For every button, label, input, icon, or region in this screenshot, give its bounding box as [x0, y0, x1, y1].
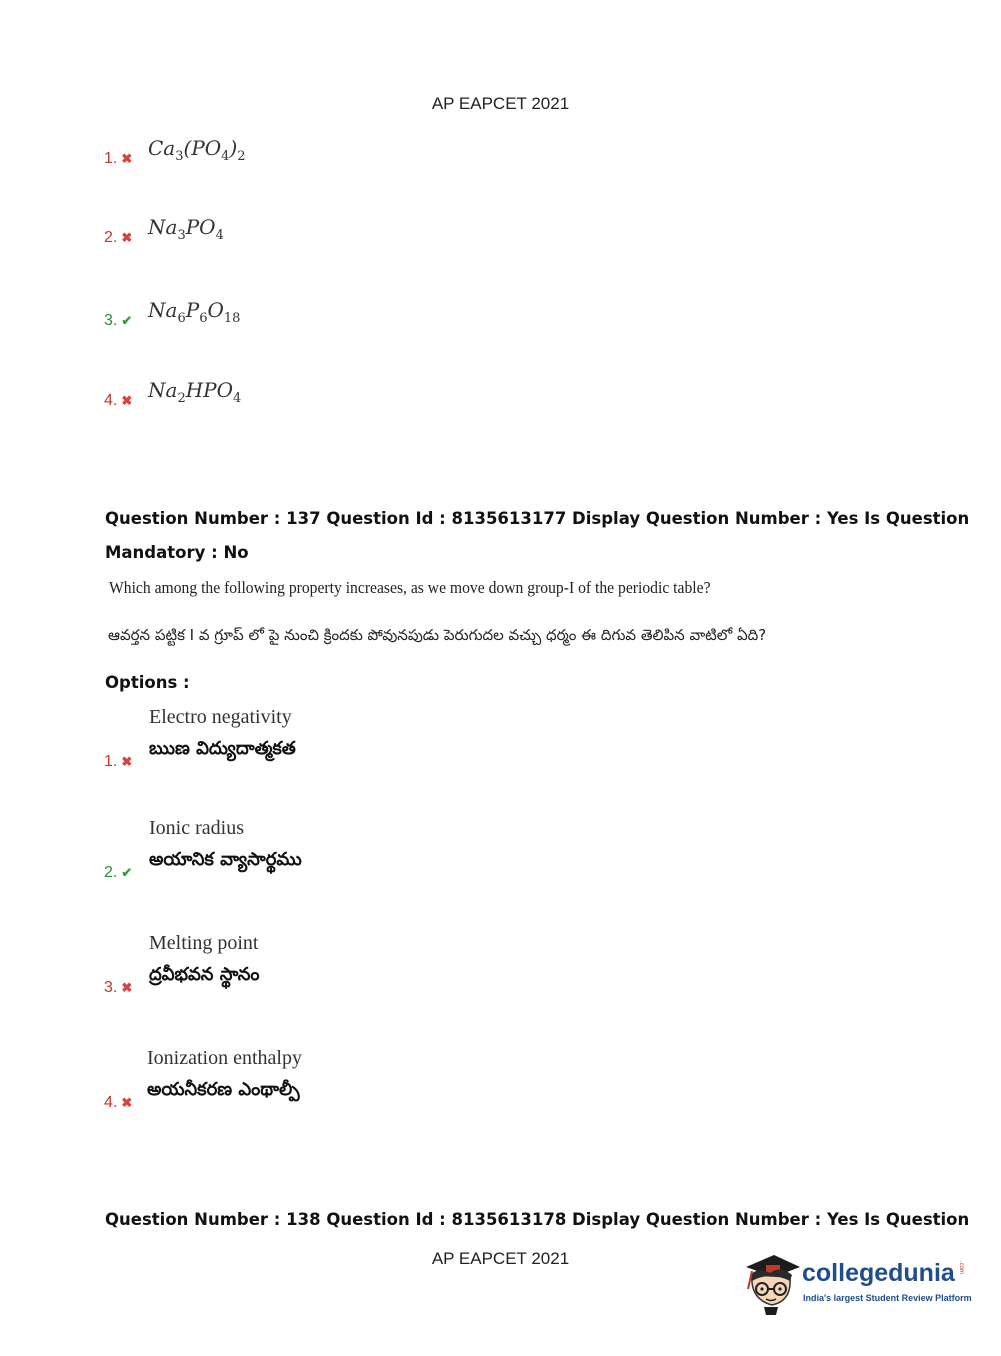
q137-option-2: [104, 817, 504, 887]
check-mark-icon: ✔: [121, 865, 133, 880]
mascot-icon: [740, 1249, 802, 1315]
option-english: Ionization enthalpy: [147, 1047, 302, 1069]
page-header: AP EAPCET 2021: [431, 94, 570, 113]
check-mark-icon: ✔: [121, 313, 133, 328]
logo-tagline: India's largest Student Review Platform: [803, 1293, 972, 1303]
q137-option-1: [104, 706, 504, 776]
option-number: 4.: [104, 392, 118, 409]
option-english: Melting point: [149, 932, 259, 954]
options-label: Options :: [105, 673, 190, 692]
wrong-mark-icon: ✖: [121, 754, 133, 769]
q137-option-3: [104, 932, 504, 1002]
option-telugu: ఋణ విద్యుదాత్మకత: [149, 738, 296, 759]
option-number: 1.: [104, 753, 118, 770]
option-english: Electro negativity: [149, 706, 292, 728]
option-telugu: ద్రవీభవన స్థానం: [149, 964, 260, 985]
option-number: 3.: [104, 979, 118, 996]
question-137-text-english: Which among the following property increases, as we move down group-I of the periodic table?: [109, 578, 711, 597]
question-137-text-telugu: ఆవర్తన పట్టిక I వ గ్రూప్ లో పై నుంచి క్రిందకు పోవునపుడు పెరుగుదల వచ్చు ధర్మం ఈ దిగువ తెలిపిన వాటిలో ఏది?: [108, 626, 767, 644]
option-number: 3.: [104, 312, 118, 329]
collegedunia-logo: [740, 1247, 970, 1319]
formula-na6p6o18: $Na_6P_6O_{18}$: [148, 298, 241, 326]
page-footer: AP EAPCET 2021: [431, 1249, 570, 1268]
option-number: 1.: [104, 150, 118, 167]
wrong-mark-icon: ✖: [121, 230, 133, 245]
wrong-mark-icon: ✖: [121, 151, 133, 166]
formula-na3po4: $Na_3PO_4$: [148, 215, 224, 243]
option-telugu: అయనీకరణ ఎంథాల్పీ: [147, 1079, 300, 1100]
formula-ca3po42: $Ca_3(PO_4)_2$: [148, 136, 246, 164]
wrong-mark-icon: ✖: [121, 393, 133, 408]
option-telugu: అయానిక వ్యాసార్థము: [149, 849, 302, 870]
q137-option-4: [104, 1047, 504, 1117]
option-number: 2.: [104, 864, 118, 881]
option-english: Ionic radius: [149, 817, 244, 839]
logo-suffix: .com: [958, 1261, 964, 1275]
question-137-mandatory: Mandatory : No: [105, 543, 249, 562]
question-138-meta: Question Number : 138 Question Id : 8135613178 Display Question Number : Yes Is Question: [105, 1210, 970, 1229]
logo-wordmark: collegedunia: [802, 1259, 955, 1287]
wrong-mark-icon: ✖: [121, 980, 133, 995]
formula-na2hpo4: $Na_2HPO_4$: [148, 378, 242, 406]
question-137-meta: Question Number : 137 Question Id : 8135613177 Display Question Number : Yes Is Question: [105, 509, 970, 528]
wrong-mark-icon: ✖: [121, 1095, 133, 1110]
option-number: 2.: [104, 229, 118, 246]
option-number: 4.: [104, 1094, 118, 1111]
